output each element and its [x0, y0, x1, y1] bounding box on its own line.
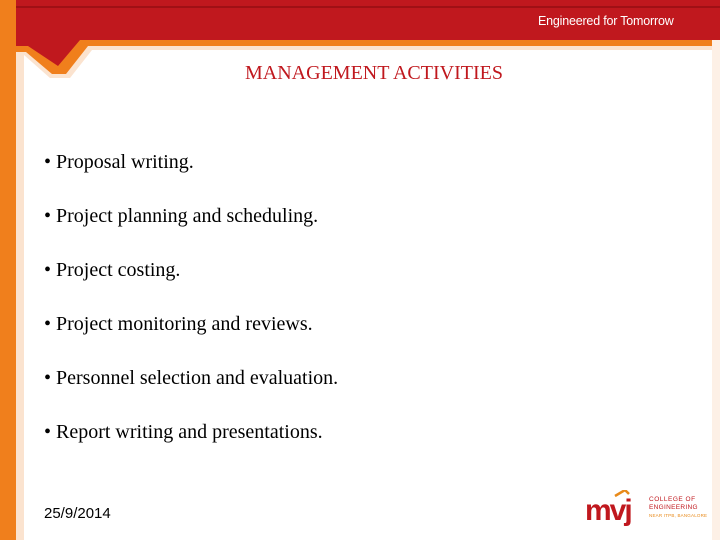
- logo-line-3: NEAR ITPB, BANGALORE: [649, 513, 708, 518]
- logo-line-1: COLLEGE OF: [649, 496, 696, 503]
- header-tagline: Engineered for Tomorrow: [538, 14, 674, 28]
- red-banner: [16, 0, 720, 66]
- bullet-item: • Report writing and presentations.: [44, 421, 323, 443]
- bullet-item: • Project planning and scheduling.: [44, 205, 319, 227]
- logo-letters: mvj: [585, 494, 631, 526]
- slide-title: MANAGEMENT ACTIVITIES: [245, 62, 503, 84]
- logo-line-2: ENGINEERING: [649, 504, 698, 511]
- college-logo: [585, 490, 708, 526]
- right-edge-strip: [712, 40, 720, 540]
- bullet-item: • Project monitoring and reviews.: [44, 313, 313, 335]
- left-light-border: [16, 55, 24, 540]
- mvj-logo-mark: [585, 490, 647, 526]
- bullet-item: • Proposal writing.: [44, 151, 194, 173]
- banner-stripe: [16, 6, 720, 8]
- bullet-item: • Project costing.: [44, 259, 181, 281]
- slide-date: 25/9/2014: [44, 505, 111, 522]
- bullet-item: • Personnel selection and evaluation.: [44, 367, 339, 389]
- bullet-list: [44, 147, 338, 471]
